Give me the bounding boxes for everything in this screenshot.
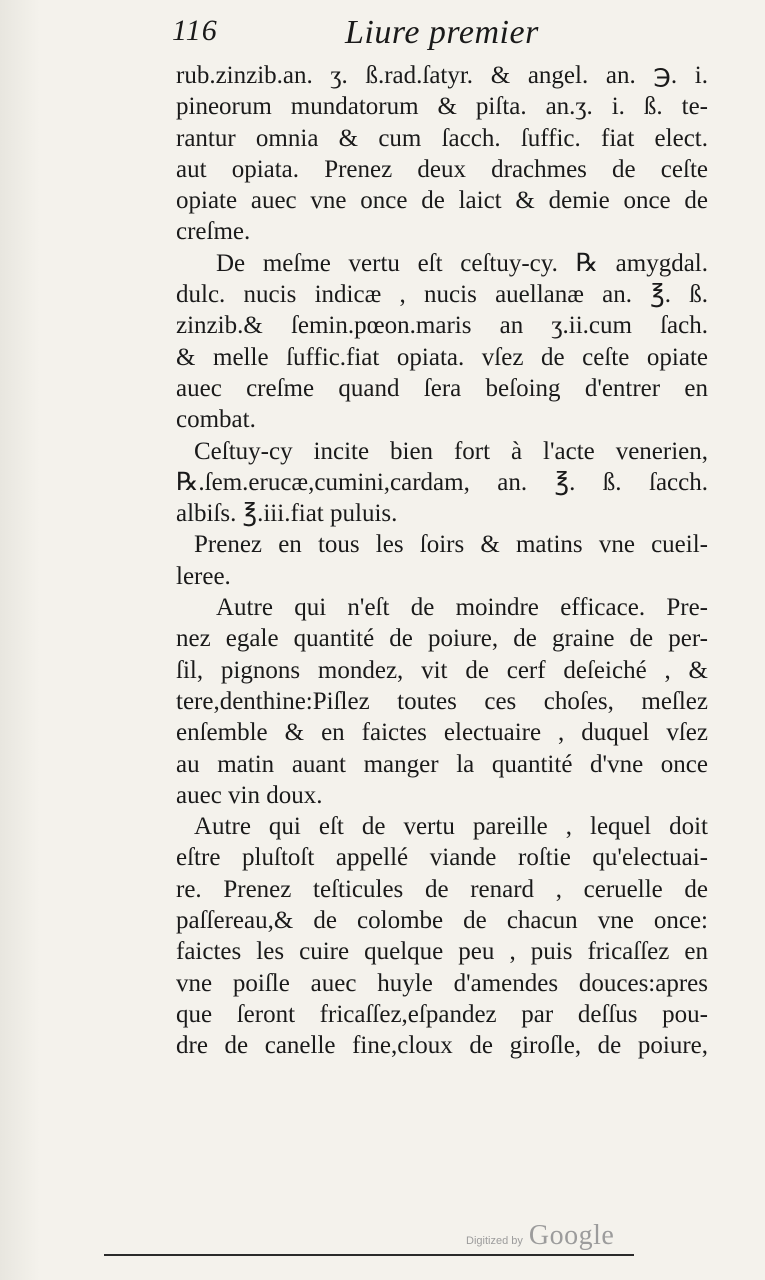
text-line: creſme.	[176, 218, 251, 246]
google-watermark	[466, 1220, 614, 1252]
text-line: paſſereau,& de colombe de chacun vne once:	[176, 907, 708, 935]
text-line: faictes les cuire quelque peu , puis fricaſſez en	[176, 938, 708, 966]
text-line: nez egale quantité de poiure, de graine de per-	[176, 625, 708, 653]
text-line: aut opiata. Prenez deux drachmes de ceſte	[176, 155, 708, 183]
text-line: rantur omnia & cum ſacch. ſuffic. fiat elect.	[176, 124, 708, 152]
text-line: ℞.ſem.erucæ,cumini,cardam, an. ℥. ß. ſacch.	[176, 468, 708, 496]
text-line: dre de canelle fine,cloux de giroſle, de poiure,	[176, 1032, 708, 1060]
text-line: tere,denthine:Piſlez toutes ces choſes, meſlez	[176, 687, 708, 715]
bottom-edge-rule	[104, 1254, 634, 1256]
text-line: auec vin doux.	[176, 781, 323, 809]
text-line: Ceſtuy-cy incite bien fort à l'acte venerien,	[194, 437, 708, 465]
text-line: De meſme vertu eſt ceſtuy-cy. ℞ amygdal.	[216, 249, 708, 277]
text-line: rub.zinzib.an. ʒ. ß.rad.ſatyr. & angel. an. ℈. i.	[176, 62, 708, 89]
text-line: & melle ſuffic.fiat opiata. vſez de ceſte opiate	[176, 343, 708, 371]
text-line: au matin auant manger la quantité d'vne once	[176, 750, 708, 778]
text-line: vne poiſle auec huyle d'amendes douces:apres	[176, 969, 708, 997]
text-line: eſtre pluſtoſt appellé viande roſtie qu'electuai-	[176, 844, 708, 872]
text-line: albiſs. ℥.iii.fiat puluis.	[176, 500, 398, 528]
text-line: ſil, pignons mondez, vit de cerf deſeiché , &	[176, 656, 708, 684]
text-line: pineorum mundatorum & piſta. an.ʒ. i. ß. te-	[176, 93, 708, 121]
watermark-logo-text: Google	[528, 1220, 615, 1251]
text-line: zinzib.& ſemin.pœon.maris an ʒ.ii.cum ſach.	[176, 312, 708, 340]
body-text	[176, 60, 708, 1062]
text-line: leree.	[176, 562, 231, 590]
text-line: dulc. nucis indicæ , nucis auellanæ an. ℥. ß.	[176, 281, 708, 309]
running-title: Liure premier	[345, 14, 539, 51]
text-line: re. Prenez teſticules de renard , ceruelle de	[176, 875, 708, 903]
text-line: Autre qui n'eſt de moindre efficace. Pre-	[216, 594, 708, 622]
text-line: Prenez en tous les ſoirs & matins vne cueil-	[194, 531, 708, 559]
page-gutter	[0, 0, 40, 1280]
text-line: enſemble & en faictes electuaire , duquel vſez	[176, 719, 708, 747]
text-line: opiate auec vne once de laict & demie once de	[176, 187, 708, 215]
text-line: combat.	[176, 406, 256, 434]
text-line: que ſeront fricaſſez,eſpandez par deſſus pou-	[176, 1000, 708, 1028]
text-line: auec creſme quand ſera beſoing d'entrer en	[176, 374, 708, 402]
page-number: 116	[172, 14, 218, 47]
text-line: Autre qui eſt de vertu pareille , lequel doit	[194, 813, 708, 841]
watermark-small-text: Digitized by	[466, 1235, 523, 1247]
